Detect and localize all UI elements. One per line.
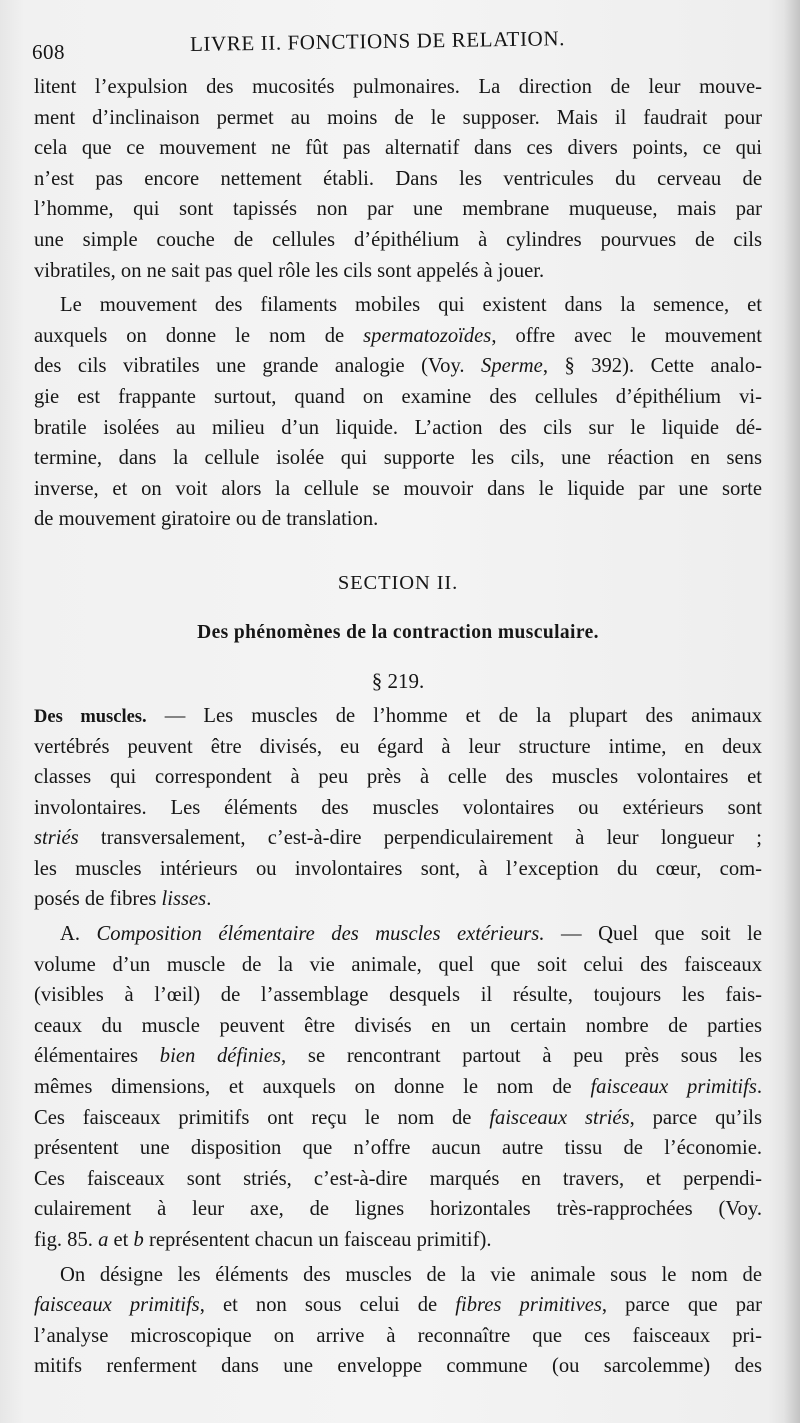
text-line: présentent une disposition que n’offre aucun autre tissu de l’économie. xyxy=(34,1137,762,1160)
text-line: mêmes dimensions, et auxquels on donne le nom de faisceaux primitifs. xyxy=(34,1076,762,1099)
italic-term: faisceaux primitifs xyxy=(34,1294,200,1317)
paragraph-5 xyxy=(34,1260,762,1382)
text-line: culairement à leur axe, de lignes horizontales très-rapprochées (Voy. xyxy=(34,1198,762,1221)
page-body xyxy=(34,72,762,1382)
paragraph-3 xyxy=(34,701,762,915)
text-line: gie est frappante surtout, quand on examine des cellules d’épithélium vi- xyxy=(34,385,762,408)
text-line: litent l’expulsion des mucosités pulmonaires. La direction de leur mouve- xyxy=(34,76,762,98)
text-line: l’homme, qui sont tapissés non par une membrane muqueuse, mais par xyxy=(34,198,762,221)
section-number: § 219. xyxy=(371,668,425,693)
italic-term: bien définies xyxy=(159,1045,282,1068)
text-line: des cils vibratiles une grande analogie (Voy. Sperme, § 392). Cette analo- xyxy=(34,355,762,378)
paragraph-4 xyxy=(34,919,762,1256)
page-header xyxy=(32,28,772,68)
italic-term: faisceaux primitifs xyxy=(590,1076,757,1099)
text-line: élémentaires bien définies, se rencontrant partout à peu près sous les xyxy=(34,1045,762,1068)
text-line: Le mouvement des filaments mobiles qui existent dans la semence, et xyxy=(60,294,762,317)
figure-label: b xyxy=(133,1229,144,1251)
paragraph-2 xyxy=(34,290,762,535)
italic-term: striés xyxy=(34,827,79,850)
text-line: A. Composition élémentaire des muscles extérieurs. — Quel que soit le xyxy=(60,923,763,946)
text-line: ment d’inclinaison permet au moins de le supposer. Mais il faudrait pour xyxy=(34,106,762,129)
italic-term: Sperme xyxy=(481,355,543,378)
text-line: bratile isolées au milieu d’un liquide. L’action des cils sur le liquide dé- xyxy=(34,416,762,439)
run-in-heading: Des muscles. xyxy=(34,706,147,727)
text-line: une simple couche de cellules d’épithélium à cylindres pourvues de cils xyxy=(34,228,762,251)
section-title: SECTION II. xyxy=(337,571,459,594)
text-line: cela que ce mouvement ne fût pas alternatif dans ces divers points, ce qui xyxy=(34,137,762,160)
text-line: involontaires. Les éléments des muscles volontaires ou extérieurs sont xyxy=(34,796,762,819)
text-line: Des muscles. — Les muscles de l’homme et de la plupart des animaux xyxy=(34,704,763,727)
text-line: ceaux du muscle peuvent être divisés en un certain nombre de parties xyxy=(34,1014,762,1037)
text-line: On désigne les éléments des muscles de la vie animale sous le nom de xyxy=(60,1263,762,1286)
text-line: Ces faisceaux primitifs ont reçu le nom de faisceaux striés, parce qu’ils xyxy=(34,1106,762,1129)
text-line: l’analyse microscopique on arrive à reconnaître que ces faisceaux pri- xyxy=(34,1324,762,1347)
italic-term: spermatozoïdes xyxy=(363,324,492,347)
text-line: n’est pas encore nettement établi. Dans les ventricules du cerveau de xyxy=(34,167,762,190)
text-line: striés transversalement, c’est-à-dire perpendiculairement à leur longueur ; xyxy=(34,827,762,850)
section-subtitle: Des phénomènes de la contraction musculaire. xyxy=(197,621,599,643)
italic-heading: Composition élémentaire des muscles extérieurs. xyxy=(96,923,545,946)
text-line: auxquels on donne le nom de spermatozoïdes, offre avec le mouvement xyxy=(34,324,762,347)
text-line: (visibles à l’œil) de l’assemblage desquels il résulte, toujours les fais- xyxy=(34,984,762,1007)
text-line: termine, dans la cellule isolée qui supporte les cils, une réaction en sens xyxy=(34,447,762,470)
text-line: classes qui correspondent à peu près à celle des muscles volontaires et xyxy=(34,766,762,789)
italic-term: lisses xyxy=(161,888,207,911)
text-line: vibratiles, on ne sait pas quel rôle les cils sont appelés à jouer. xyxy=(34,259,545,282)
section-heading xyxy=(34,565,762,699)
paragraph-1 xyxy=(34,72,762,286)
page-edge-shadow xyxy=(784,0,800,1423)
text-line: les muscles intérieurs ou involontaires sont, à l’exception du cœur, com- xyxy=(34,857,762,880)
running-head: LIVRE II. FONCTIONS DE RELATION. xyxy=(189,26,566,56)
figure-label: a xyxy=(98,1229,109,1251)
text-line: de mouvement giratoire ou de translation. xyxy=(34,508,379,531)
page-number: 608 xyxy=(32,40,65,64)
text-line: inverse, et on voit alors la cellule se mouvoir dans le liquide par une sorte xyxy=(34,477,762,500)
text-line: faisceaux primitifs, et non sous celui de fibres primitives, parce que par xyxy=(34,1294,762,1317)
italic-term: fibres primitives xyxy=(455,1294,602,1317)
text-line: fig. 85. a et b représentent chacun un faisceau primitif). xyxy=(34,1229,492,1251)
text-line: posés de fibres lisses. xyxy=(34,888,212,911)
italic-term: faisceaux striés xyxy=(489,1106,630,1129)
text-line: vertébrés peuvent être divisés, eu égard à leur structure intime, en deux xyxy=(34,735,762,758)
text-line: mitifs renferment dans une enveloppe commune (ou sarcolemme) des xyxy=(34,1355,762,1378)
text-line: Ces faisceaux sont striés, c’est-à-dire marqués en travers, et perpendi- xyxy=(34,1167,762,1190)
text-line: volume d’un muscle de la vie animale, quel que soit celui des faisceaux xyxy=(34,953,762,976)
